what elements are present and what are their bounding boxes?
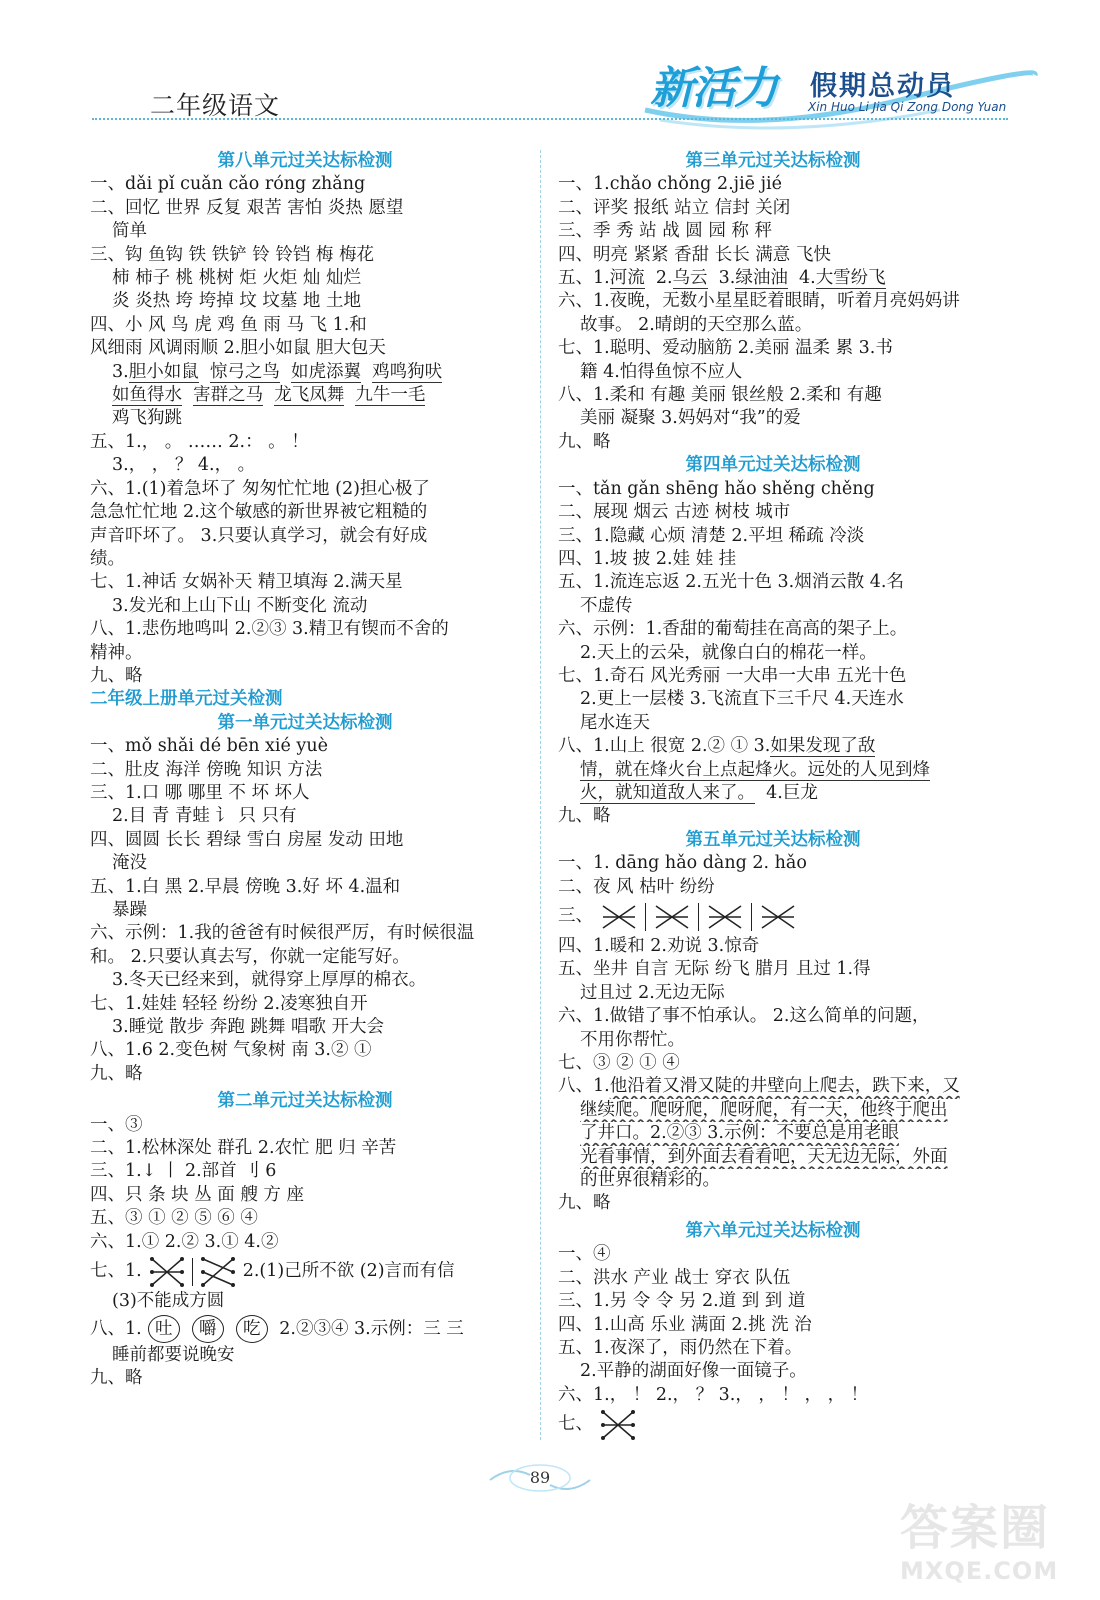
answer-line: 四、1.山高 乐业 满面 2.挑 洗 治 xyxy=(558,1314,812,1335)
answer-line: 一、③ xyxy=(90,1114,143,1135)
answer-line: 的世界很精彩的。 xyxy=(580,1170,720,1191)
answer-line: 三、季 秀 站 战 圆 园 称 秤 xyxy=(558,221,772,242)
answer-line: 急急忙忙地 2.这个敏感的新世界被它粗糙的 xyxy=(90,502,428,523)
answer-line: 四、只 条 块 丛 面 艘 方 座 xyxy=(90,1184,304,1205)
separator xyxy=(645,903,646,931)
answer-line: 九、略 xyxy=(558,431,611,452)
answer-line: 不虚传 xyxy=(580,595,633,616)
answer-line: 2.天上的云朵，就像白白的棉花一样。 xyxy=(580,642,877,663)
answer-line: 四、1.暖和 2.劝说 3.惊奇 xyxy=(558,936,760,956)
idiom: 龙飞凤舞 xyxy=(274,385,345,406)
answer-line: 三、钩 鱼钩 铁 铁铲 铃 铃铛 梅 梅花 xyxy=(90,244,374,265)
answer-line: 睡前都要说晚安 xyxy=(112,1344,235,1365)
circled-char: 嚼 xyxy=(192,1315,224,1343)
unit3-title: 第三单元过关达标检测 xyxy=(685,151,861,171)
idiom: 如鱼得水 xyxy=(112,385,182,406)
header-divider xyxy=(92,118,1008,120)
answer-line: 六、1.(1)着急坏了 匆匆忙忙地 (2)担心极了 xyxy=(90,478,430,499)
answer-line: 四、明亮 紧紧 香甜 长长 满意 飞快 xyxy=(558,244,831,265)
answer-line: 五、③ ① ② ⑤ ⑥ ④ xyxy=(90,1208,258,1229)
separator xyxy=(698,903,699,931)
answer-line: 籍 4.怕得鱼惊不应人 xyxy=(580,361,743,382)
left-column xyxy=(90,150,520,1390)
answer-line: 七、1.聪明、爱动脑筋 2.美丽 温柔 累 3.书 xyxy=(558,338,893,359)
answer-line: 六、示例：1.香甜的葡萄挂在高高的架子上。 xyxy=(558,619,908,640)
answer-line: 四、小 风 鸟 虎 鸡 鱼 雨 马 飞 1.和 xyxy=(90,314,367,335)
cross-match-icon xyxy=(707,902,743,932)
answer-line: 六、示例：1.我的爸爸有时候很严厉，有时候很温 xyxy=(90,923,475,944)
answer-line: 风细雨 风调雨顺 2.胆小如鼠 胆大包天 xyxy=(90,338,386,359)
watermark-domain: MXQE.COM xyxy=(900,1557,1059,1585)
answer-line: 九、略 xyxy=(90,1367,143,1388)
underlined-answer-line: 情，就在烽火台上点起烽火。远处的人见到烽 xyxy=(580,759,930,780)
underlined-answer-line: 八、1.山上 很宽 2.② ① 3.如果发现了敌 xyxy=(558,736,876,757)
cross-match-icon xyxy=(201,1255,235,1289)
answer-line: 三、1.隐藏 心烦 清楚 2.平坦 稀疏 冷淡 xyxy=(558,525,865,546)
answer-line: 七、③ ② ① ④ xyxy=(558,1053,680,1074)
cross-match-icon xyxy=(150,1255,184,1289)
wavy-answer-line: 了井口。2.②③ 3.示例：不要总是用老眼 xyxy=(580,1123,899,1144)
answer-line: 不用你帮忙。 xyxy=(580,1029,685,1050)
answer-line: 柿 柿子 桃 桃树 炬 火炬 灿 灿烂 xyxy=(112,268,361,289)
answer-line: 七、1.奇石 风光秀丽 一大串一大串 五光十色 xyxy=(558,665,907,686)
answer-line: 3.发光和上山下山 不断变化 流动 xyxy=(112,595,368,616)
matching-figure-row: 七、 xyxy=(558,1409,988,1441)
answer-line: 美丽 凝聚 3.妈妈对“我”的爱 xyxy=(580,408,801,429)
answer-line: 一、dǎi pǐ cuǎn cǎo róng zhǎng xyxy=(90,174,366,195)
answer-line: 绩。 xyxy=(90,548,125,569)
watermark-text: 答案圈 xyxy=(900,1500,1051,1556)
separator xyxy=(192,1258,193,1286)
answer-line: 简单 xyxy=(112,221,147,242)
answer-line: 尾水连天 xyxy=(580,712,650,733)
circled-char: 吐 xyxy=(148,1315,180,1343)
answer-line: 八、1.6 2.变色树 气象树 南 3.② ① xyxy=(90,1040,372,1061)
logo-brand: 新活力 xyxy=(650,63,776,114)
answer-line: 淹没 xyxy=(112,853,147,874)
answer-line: 二、评奖 报纸 站立 信封 关闭 xyxy=(558,197,791,218)
answer-line: 九、略 xyxy=(558,1193,611,1214)
idiom: 惊弓之鸟 xyxy=(209,361,280,382)
matching-figure-row: 七、1. 2.(1)己所不欲 (2)言而有信 xyxy=(90,1256,520,1288)
cross-match-icon xyxy=(654,902,690,932)
answer-line: 炎 炎热 垮 垮掉 坟 坟墓 地 土地 xyxy=(112,291,361,312)
cross-match-icon xyxy=(760,902,796,932)
answer-line: 五、坐井 自言 无际 纷飞 腊月 且过 1.得 xyxy=(558,959,871,980)
answer-line: 七、1.神话 女娲补天 精卫填海 2.满天星 xyxy=(90,572,403,593)
separator xyxy=(751,903,752,931)
grade-title: 二年级语文 xyxy=(150,91,281,120)
answer-line: 二、展现 烟云 古迹 树枝 城市 xyxy=(558,502,791,523)
answer-line: 二、夜 风 枯叶 纷纷 xyxy=(558,876,715,897)
answer-line: 三、1.口 哪 哪里 不 坏 坏人 xyxy=(90,782,310,803)
matching-figure-row: 三、 xyxy=(558,901,988,933)
answer-line: 九、略 xyxy=(558,806,611,827)
answer-line: 六、1.夜晚，无数小星星眨着眼睛，听着月亮妈妈讲 xyxy=(558,291,960,312)
answer-line: 三、1.↓ 丨 2.部首 刂 6 xyxy=(90,1161,277,1182)
logo-subtitle: 假期总动员 xyxy=(810,71,955,102)
answer-line: 声音吓坏了。 3.只要认真学习，就会有好成 xyxy=(90,525,428,546)
answer-line: 一、tǎn gǎn shēng hǎo shěng chěng xyxy=(558,478,875,499)
cross-match-icon xyxy=(601,1408,635,1442)
wavy-answer-line: 继续爬。爬呀爬，爬呀爬，有一天，他终于爬出 xyxy=(580,1099,948,1120)
idiom-line: 3.胆小如鼠 惊弓之鸟 如虎添翼 鸡鸣狗吠 xyxy=(112,361,443,382)
answer-line: 一、1.chǎo chǒng 2.jiē jié xyxy=(558,174,782,195)
answer-line: 八、1.柔和 有趣 美丽 银丝般 2.柔和 有趣 xyxy=(558,385,882,406)
unit5-title: 第五单元过关达标检测 xyxy=(685,829,861,850)
answer-line: 七、1.娃娃 轻轻 纷纷 2.凌寒独自开 xyxy=(90,993,368,1014)
answer-line: 四、圆圆 长长 碧绿 雪白 房屋 发动 田地 xyxy=(90,829,404,850)
answer-line: 二、肚皮 海洋 傍晚 知识 方法 xyxy=(90,759,323,780)
answer-line: 3.， ， ？ 4.， 。 xyxy=(112,455,256,476)
answer-line: 精神。 xyxy=(90,642,143,663)
answer-line: 过且过 2.无边无际 xyxy=(580,982,725,1003)
idiom-line xyxy=(90,384,520,407)
idiom: 九牛一毛 xyxy=(355,385,426,406)
answer-line: 五、1.， 。 …… 2.： 。 ！ xyxy=(90,431,309,452)
answer-line: 五、1.白 黑 2.早晨 傍晚 3.好 坏 4.温和 xyxy=(90,876,401,897)
column-divider xyxy=(540,150,541,1440)
answer-line: 和。 2.只要认真去写，你就一定能写好。 xyxy=(90,946,410,967)
answer-line: (3)不能成方圆 xyxy=(112,1291,225,1312)
underlined-answer-line: 火，就知道敌人来了。 4.巨龙 xyxy=(580,782,818,803)
answer-line: 3.冬天已经来到，就得穿上厚厚的棉衣。 xyxy=(112,970,427,991)
answer-line: 六、1.① 2.② 3.① 4.② xyxy=(90,1231,279,1252)
circled-char: 吃 xyxy=(236,1315,268,1343)
idiom: 鸡鸣狗吠 xyxy=(372,361,443,382)
watermark xyxy=(900,1500,1080,1590)
unit2-title: 第二单元过关达标检测 xyxy=(217,1091,393,1112)
idiom-line: 鸡飞狗跳 xyxy=(112,408,182,429)
answer-line: 一、④ xyxy=(558,1244,611,1265)
answer-line: 2.目 青 青蛙 讠 只 只有 xyxy=(112,806,297,827)
answer-line: 一、mǒ shǎi dé bēn xié yuè xyxy=(90,736,328,757)
answer-line: 八、1.悲伤地鸣叫 2.②③ 3.精卫有锲而不舍的 xyxy=(90,619,449,640)
answer-line: 暴躁 xyxy=(112,900,147,920)
answer-line: 五、1.流连忘返 2.五光十色 3.烟消云散 4.名 xyxy=(558,572,904,593)
circled-answer-line: 八、1. 吐 嚼 吃 2.②③④ 3.示例：三 三 xyxy=(90,1314,520,1344)
answer-line: 二、回忆 世界 反复 艰苦 害怕 炎热 愿望 xyxy=(90,197,404,218)
answer-line: 九、略 xyxy=(90,1063,143,1084)
idiom: 如虎添翼 xyxy=(290,361,361,382)
underlined-answer-line: 五、1.河流 2.乌云 3.绿油油 4.大雪纷飞 xyxy=(558,268,886,289)
answer-line: 一、1. dāng hǎo dàng 2. hǎo xyxy=(558,853,807,874)
wavy-answer-line: 八、1.他沿着又滑又陡的井壁向上爬去，跌下来，又 xyxy=(558,1076,960,1097)
answer-line: 故事。 2.晴朗的天空那么蓝。 xyxy=(580,314,813,335)
answer-line: 六、1.做错了事不怕承认。 2.这么简单的问题， xyxy=(558,1006,930,1027)
answer-line: 二、1.松林深处 群孔 2.农忙 肥 归 辛苦 xyxy=(90,1138,397,1159)
unit8-title: 第八单元过关达标检测 xyxy=(217,151,393,171)
answer-line: 五、1.夜深了，雨仍然在下着。 xyxy=(558,1337,803,1358)
answer-line: 六、1.， ！ 2.， ？ 3.， ， ！ ， ， ！ xyxy=(558,1384,869,1405)
cross-match-icon xyxy=(601,902,637,932)
answer-line: 2.平静的湖面好像一面镜子。 xyxy=(580,1361,807,1382)
answer-line: 四、1.坡 披 2.娃 娃 挂 xyxy=(558,548,737,569)
idiom: 害群之马 xyxy=(193,385,264,406)
right-column xyxy=(558,150,988,1443)
answer-line: 2.更上一层楼 3.飞流直下三千尺 4.天连水 xyxy=(580,689,904,710)
wavy-answer-line: 光看事情，到外面去看看吧，天无边无际，外面 xyxy=(580,1146,948,1167)
answer-line: 九、略 xyxy=(90,665,143,686)
logo-pinyin: Xin Huo Li Jia Qi Zong Dong Yuan xyxy=(808,100,1007,114)
page-number: 89 xyxy=(529,1468,551,1487)
section-title: 二年级上册单元过关检测 xyxy=(90,689,283,710)
page-header xyxy=(0,0,1100,130)
unit1-title: 第一单元过关达标检测 xyxy=(217,712,393,733)
answer-line: 三、1.另 令 令 另 2.道 到 到 道 xyxy=(558,1291,806,1312)
unit6-title: 第六单元过关达标检测 xyxy=(685,1220,861,1241)
idiom: 胆小如鼠 xyxy=(128,361,199,382)
answer-line: 二、洪水 产业 战士 穿衣 队伍 xyxy=(558,1267,791,1288)
answer-line: 3.睡觉 散步 奔跑 跳舞 唱歌 开大会 xyxy=(112,1017,385,1038)
unit4-title: 第四单元过关达标检测 xyxy=(685,455,861,476)
